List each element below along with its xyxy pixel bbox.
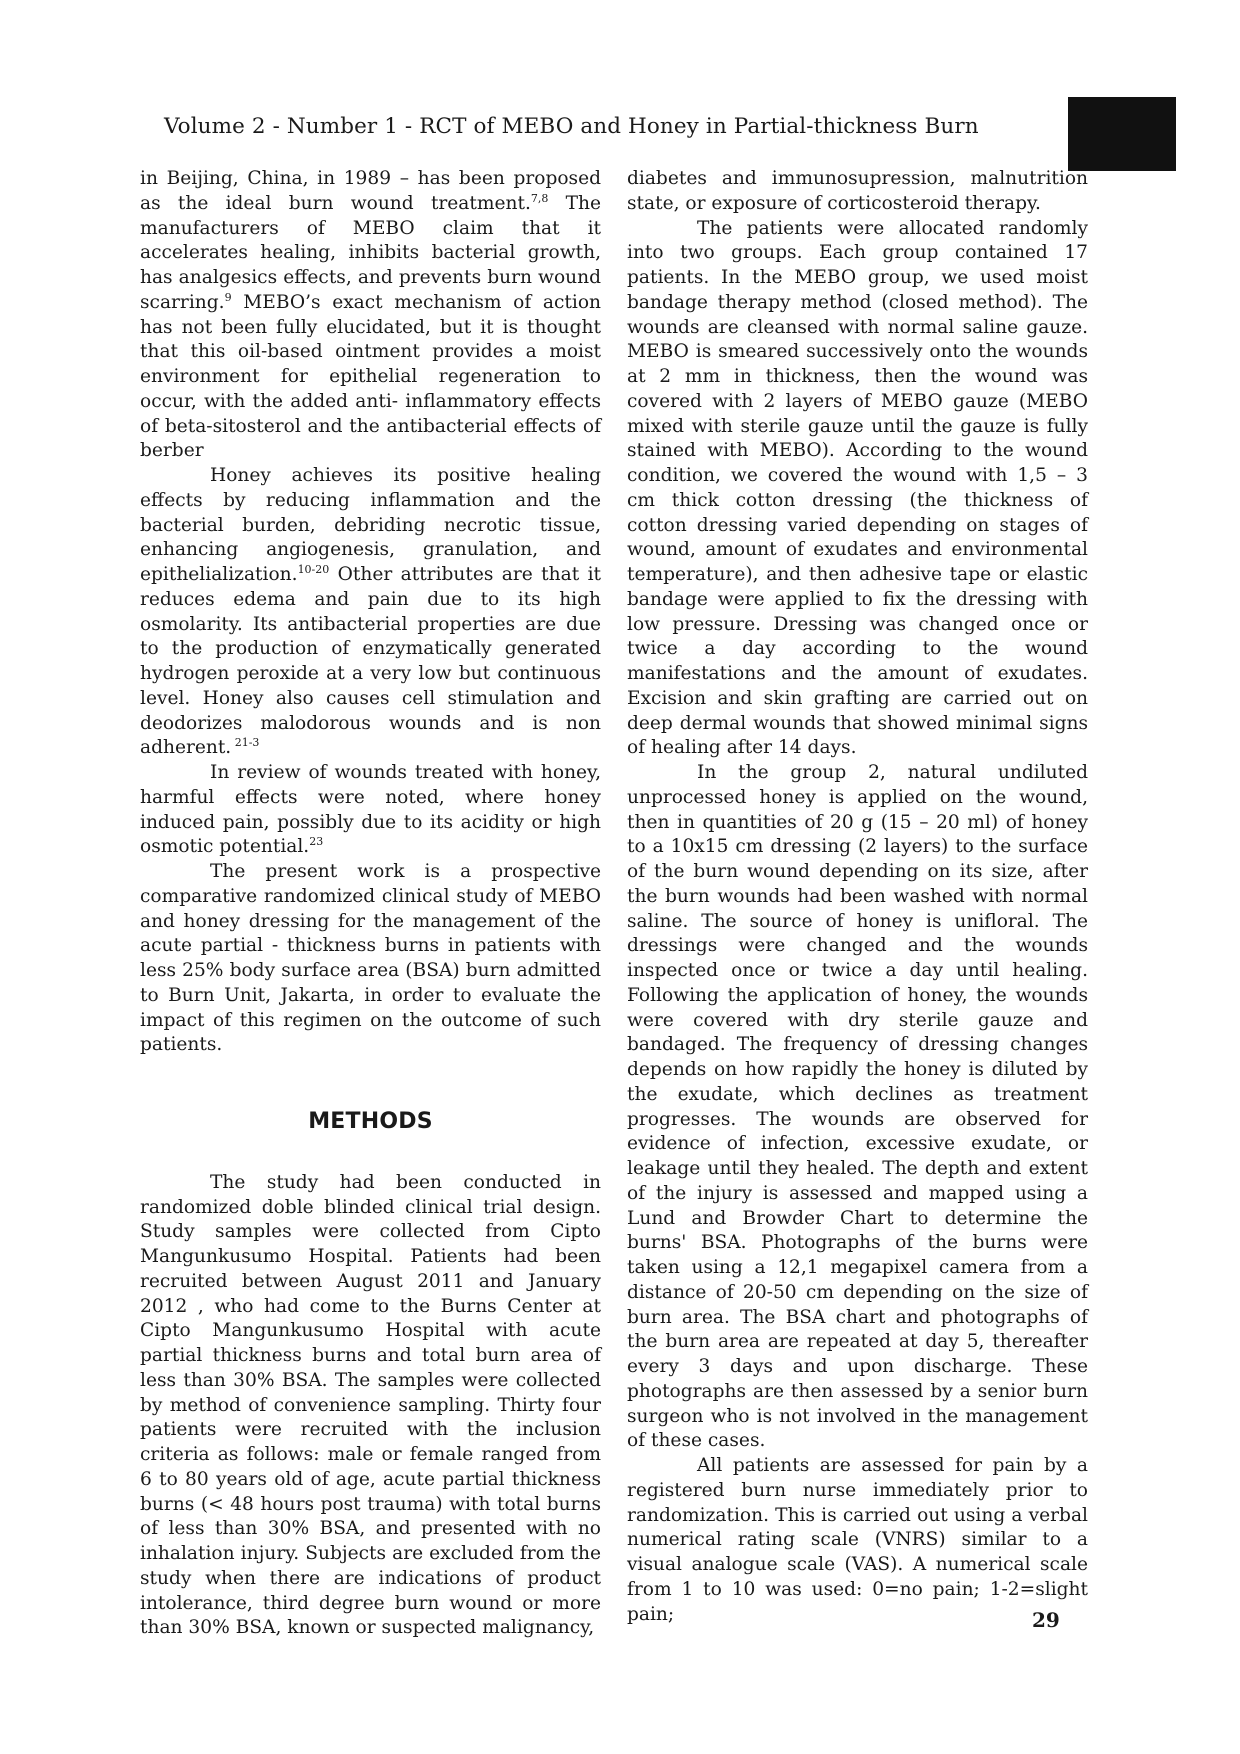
section-heading-methods: METHODS (308, 1109, 433, 1134)
paragraph-mebo-group: The patients were allocated randomly into two groups. Each group contained 17 patients. In the MEBO group, we used moist bandage therapy method (closed method). The wounds are cleansed with normal saline gauze. MEBO is smeared successively onto the wounds at 2 mm in thickness, then the wound was covered with 2 layers of MEBO gauze (MEBO mixed with sterile gauze until the gauze is fully stained with MEBO). According to the wound condition, we covered the wound with 1,5 – 3 cm thick cotton dressing (the thickness of cotton dressing varied depending on stages of wound, amount of exudates and environmental temperature), and then adhesive tape or elastic bandage were applied to fix the dressing with low pressure. Dressing was changed once or twice a day according to the wound manifestations and the amount of exudates. Excision and skin grafting are carried out on deep dermal wounds that showed minimal signs of healing after 14 days. (627, 217, 1088, 759)
page-number: 29 (1032, 1608, 1060, 1632)
citation: 7,8 (530, 191, 549, 205)
paragraph-honey-group: In the group 2, natural undiluted unprocessed honey is applied on the wound, then in quantities of 20 g (15 – 20 ml) of honey to a 10x15 cm dressing (2 layers) to the surface of the burn wound depending on its size, after the burn wounds had been washed with normal saline. The source of honey is unifloral. The dressings were changed and the wounds inspected once or twice a day until healing. Following the application of honey, the wounds were covered with dry sterile gauze and bandaged. The frequency of dressing changes depends on how rapidly the honey is diluted by the exudate, which declines as treatment progresses. The wounds are observed for evidence of infection, excessive exudate, or leakage until they healed. The depth and extent of the injury is assessed and mapped using a Lund and Browder Chart to determine the burns' BSA. Photographs of the burns were taken using a 12,1 megapixel camera from a distance of 20-50 cm depending on the size of burn area. The BSA chart and photographs of the burn area are repeated at day 5, thereafter every 3 days and upon discharge. These photographs are then assessed by a senior burn surgeon who is not involved in the management of these cases. (627, 762, 1088, 1452)
left-column (140, 167, 601, 1641)
text: Other attributes are that it reduces edema and pain due to its high osmolarity. Its antibacterial properties are due to the production of enzymatically generated hydrogen peroxide at a very low but continuous level. Honey also causes cell stimulation and deodorizes malodorous wounds and is non adherent. (140, 564, 601, 759)
text: Honey achieves its positive healing effects by reducing inflammation and the bacterial burden, debriding necrotic tissue, enhancing angiogenesis, granulation, and epithelialization. (140, 465, 601, 585)
running-header: Volume 2 - Number 1 - RCT of MEBO and Honey in Partial-thickness Burn (164, 114, 979, 139)
text: In review of wounds treated with honey, harmful effects were noted, where honey induced pain, possibly due to its acidity or high osmotic potential. (140, 762, 601, 858)
text: The manufacturers of MEBO claim that it accelerates healing, inhibits bacterial growth, has analgesics effects, and prevents burn wound scarring. (140, 192, 601, 313)
paragraph-mebo-intro (140, 167, 601, 464)
paragraph-honey-harm (140, 761, 601, 860)
paragraph-honey-healing (140, 464, 601, 761)
paragraph-exclusion-cont: diabetes and immunosupression, malnutrition state, or exposure of corticosteroid therapy. (627, 168, 1088, 214)
text: in Beijing, China, in 1989 – has been proposed as the ideal burn wound treatment. (140, 168, 601, 214)
paragraph-methods (140, 1171, 601, 1641)
paragraph-pain-assessment: All patients are assessed for pain by a registered burn nurse immediately prior to randomization. This is carried out using a verbal numerical rating scale (VNRS) similar to a visual analogue scale (VAS). A numerical scale from 1 to 10 was used: 0=no pain; 1-2=slight pain; (627, 1455, 1088, 1625)
citation: 9 (224, 290, 232, 304)
text: The present work is a prospective comparative randomized clinical study of MEBO and honey dressing for the management of the acute partial - thickness burns in patients with less 25% body surface area (BSA) burn admitted to Burn Unit, Jakarta, in order to evaluate the impact of this regimen on the outcome of such patients. (140, 861, 601, 1056)
citation: 21-3 (231, 736, 260, 750)
text: The study had been conducted in randomized doble blinded clinical trial design. Study samples were collected from Cipto Mangunkusumo Hospital. Patients had been recruited between August 2011 and January 2012 , who had come to the Burns Center at Cipto Mangunkusumo Hospital with acute partial thickness burns and total burn area of less than 30% BSA. The samples were collected by method of convenience sampling. Thirty four patients were recruited with the inclusion criteria as follows: male or female ranged from 6 to 80 years old of age, acute partial thickness burns (< 48 hours post trauma) with total burns of less than 30% BSA, and presented with no inhalation injury. Subjects are excluded from the study when there are indications of product intolerance, third degree burn wound or more than 30% BSA, known or suspected malignancy, (140, 1171, 601, 1639)
right-column (627, 167, 1088, 1627)
citation: 10-20 (297, 562, 330, 576)
paragraph-study-aim (140, 860, 601, 1058)
citation: 23 (309, 835, 324, 849)
corner-thumb-tab (1068, 97, 1176, 171)
text: MEBO’s exact mechanism of action has not been fully elucidated, but it is thought that this oil-based ointment provides a moist environment for epithelial regeneration to occur, with the added anti- inflammatory effects of beta-sitosterol and the antibacterial effects of berber (140, 291, 601, 462)
